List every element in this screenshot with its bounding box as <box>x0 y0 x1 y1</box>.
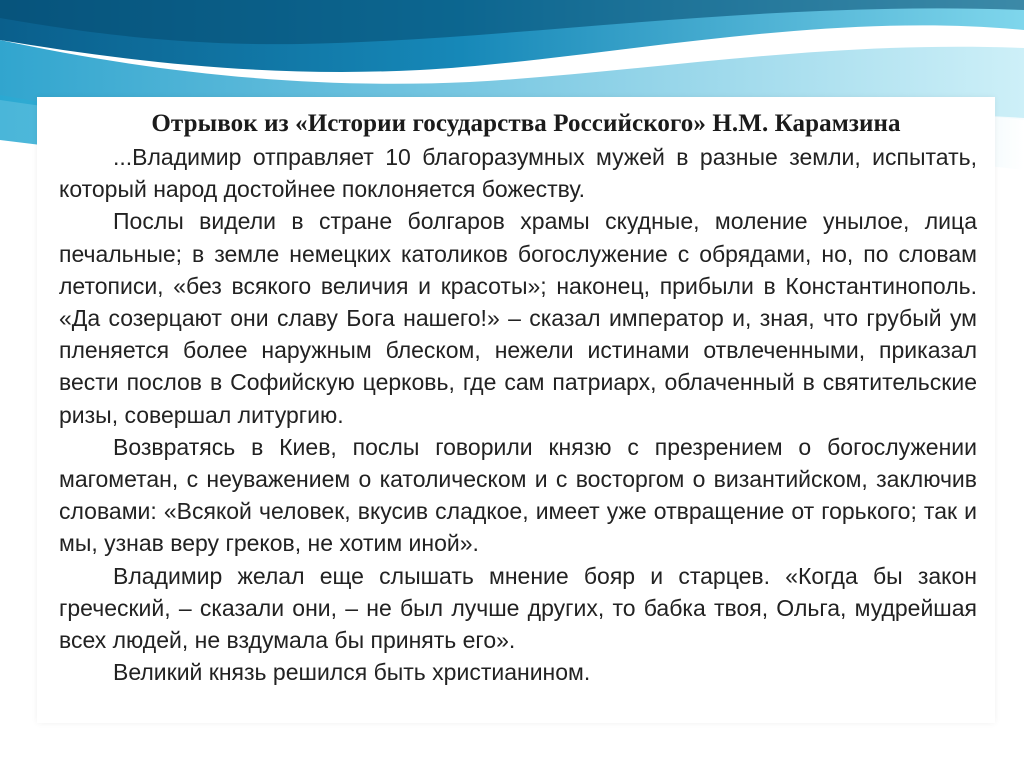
text-card <box>37 97 995 723</box>
paragraph-4: Владимир желал еще слышать мнение бояр и старцев. «Когда бы закон греческий, – сказали они, – не был лучше других, то бабка твоя, Ольга, мудрейшая всех людей, не вздумала бы принять его». <box>59 562 977 654</box>
paragraph-5: Великий князь решился быть христианином. <box>113 659 591 686</box>
paragraph-2: Послы видели в стране болгаров храмы скудные, моление унылое, лица печальные; в земле немецких католиков богослужение с обрядами, но, по словам летописи, «без всякого величия и красоты»; наконец, прибыли в Константинополь. «Да созерцают они славу Бога нашего!» – сказал император и, зная, что грубый ум пленяется более наружным блеском, нежели истинами отвлеченными, приказал вести послов в Софийскую церковь, где сам патриарх, облаченный в святительские ризы, совершал литургию. <box>59 208 977 428</box>
card-content <box>59 107 977 688</box>
paragraph-3: Возвратясь в Киев, послы говорили князю с презрением о богослужении магометан, с неуважением о католическом и с восторгом о византийском, заключив словами: «Всякой человек, вкусив сладкое, имеет уже отвращение от горького; так и мы, узнав веру греков, не хотим иной». <box>59 433 977 557</box>
paragraph-1: ...Владимир отправляет 10 благоразумных мужей в разные земли, испытать, который народ достойнее поклоняется божеству. <box>59 144 977 203</box>
slide-title: Отрывок из «Истории государства Российского» Н.М. Карамзина <box>151 110 901 137</box>
excerpt-body <box>59 141 977 688</box>
